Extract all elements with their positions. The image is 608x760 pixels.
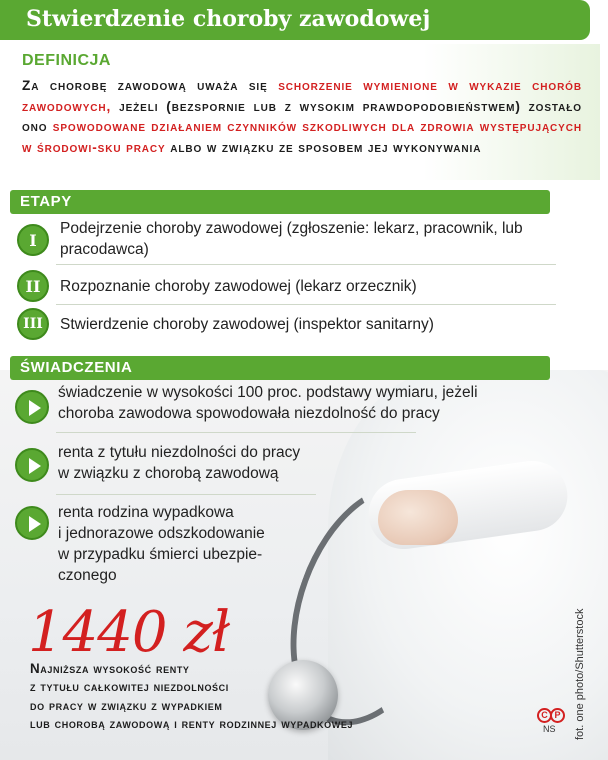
definition-segment: jeżeli (bezspornie lub z wysokim prawdopodobieństwem) zostało ono <box>22 98 582 134</box>
copyright-c-icon: C <box>537 708 552 723</box>
caption-line: do pracy w związku z wypadkiem <box>30 697 223 713</box>
benefit-text-2 <box>58 442 300 484</box>
benefit-line: w przypadku śmierci ubezpie- <box>58 546 263 563</box>
caption-line: z tytułu całkowitej niezdolności <box>30 679 229 695</box>
caption-line: lub chorobą zawodową i renty rodzinnej wypadkowej <box>30 715 354 731</box>
stage-numeral: III <box>23 316 43 332</box>
stages-heading: ETAPY <box>20 193 72 210</box>
stage-numeral: I <box>29 230 37 250</box>
copyright-logo <box>537 708 567 724</box>
stage-badge-1 <box>17 224 49 256</box>
photo-credit: fot. one photo/Shutterstock <box>574 608 586 740</box>
stage-divider <box>56 264 556 265</box>
definition-highlight: spowodowane działaniem czynników szkodliwych dla zdrowia występujących w środowi-sku pracy <box>22 119 582 155</box>
copyright-p-icon: P <box>550 708 565 723</box>
definition-highlight: schorzenie wymienione w wykazie chorób zawodowych, <box>22 78 582 114</box>
definition-text <box>22 76 582 158</box>
stages-section-bar <box>10 190 550 214</box>
stage-badge-3 <box>17 308 49 340</box>
benefit-line: czonego <box>58 567 117 584</box>
benefit-text-3 <box>58 502 265 586</box>
benefit-line: i jednorazowe odszkodowanie <box>58 525 265 542</box>
stage-badge-2 <box>17 270 49 302</box>
benefits-heading: ŚWIADCZENIA <box>20 359 133 376</box>
stage-divider <box>56 304 556 305</box>
benefit-line: w związku z chorobą zawodową <box>58 465 279 482</box>
stage-text-3: Stwierdzenie choroby zawodowej (inspektor sanitarny) <box>60 316 434 333</box>
benefit-line: renta rodzina wypadkowa <box>58 504 234 521</box>
benefit-line: choroba zawodowa spowodowała niezdolność do pracy <box>58 405 440 422</box>
stage-text-2: Rozpoznanie choroby zawodowej (lekarz orzecznik) <box>60 278 417 295</box>
minimum-pension-amount: 1440 zł <box>28 600 229 665</box>
page-title: Stwierdzenie choroby zawodowej <box>26 6 431 32</box>
play-icon <box>15 506 49 540</box>
benefit-divider <box>56 432 416 433</box>
benefit-line: świadczenie w wysokości 100 proc. podstawy wymiaru, jeżeli <box>58 384 478 401</box>
stage-numeral: II <box>25 276 41 296</box>
benefit-divider <box>56 494 316 495</box>
author-initials: NS <box>543 724 556 734</box>
stage-text-1: Podejrzenie choroby zawodowej (zgłoszenie: lekarz, pracownik, lub pracodawca) <box>60 220 523 258</box>
caption-line: Najniższa wysokość renty <box>30 661 190 676</box>
header-bar <box>0 0 590 40</box>
benefit-line: renta z tytułu niezdolności do pracy <box>58 444 301 461</box>
amount-caption <box>30 660 490 733</box>
benefits-section-bar <box>10 356 550 380</box>
benefit-text-1 <box>58 382 478 424</box>
definition-segment: Za chorobę zawodową uważa się <box>22 78 279 93</box>
play-icon <box>15 448 49 482</box>
definition-heading: DEFINICJA <box>22 52 111 69</box>
play-icon <box>15 390 49 424</box>
definition-segment: albo w związku ze sposobem jej wykonywania <box>165 139 482 155</box>
